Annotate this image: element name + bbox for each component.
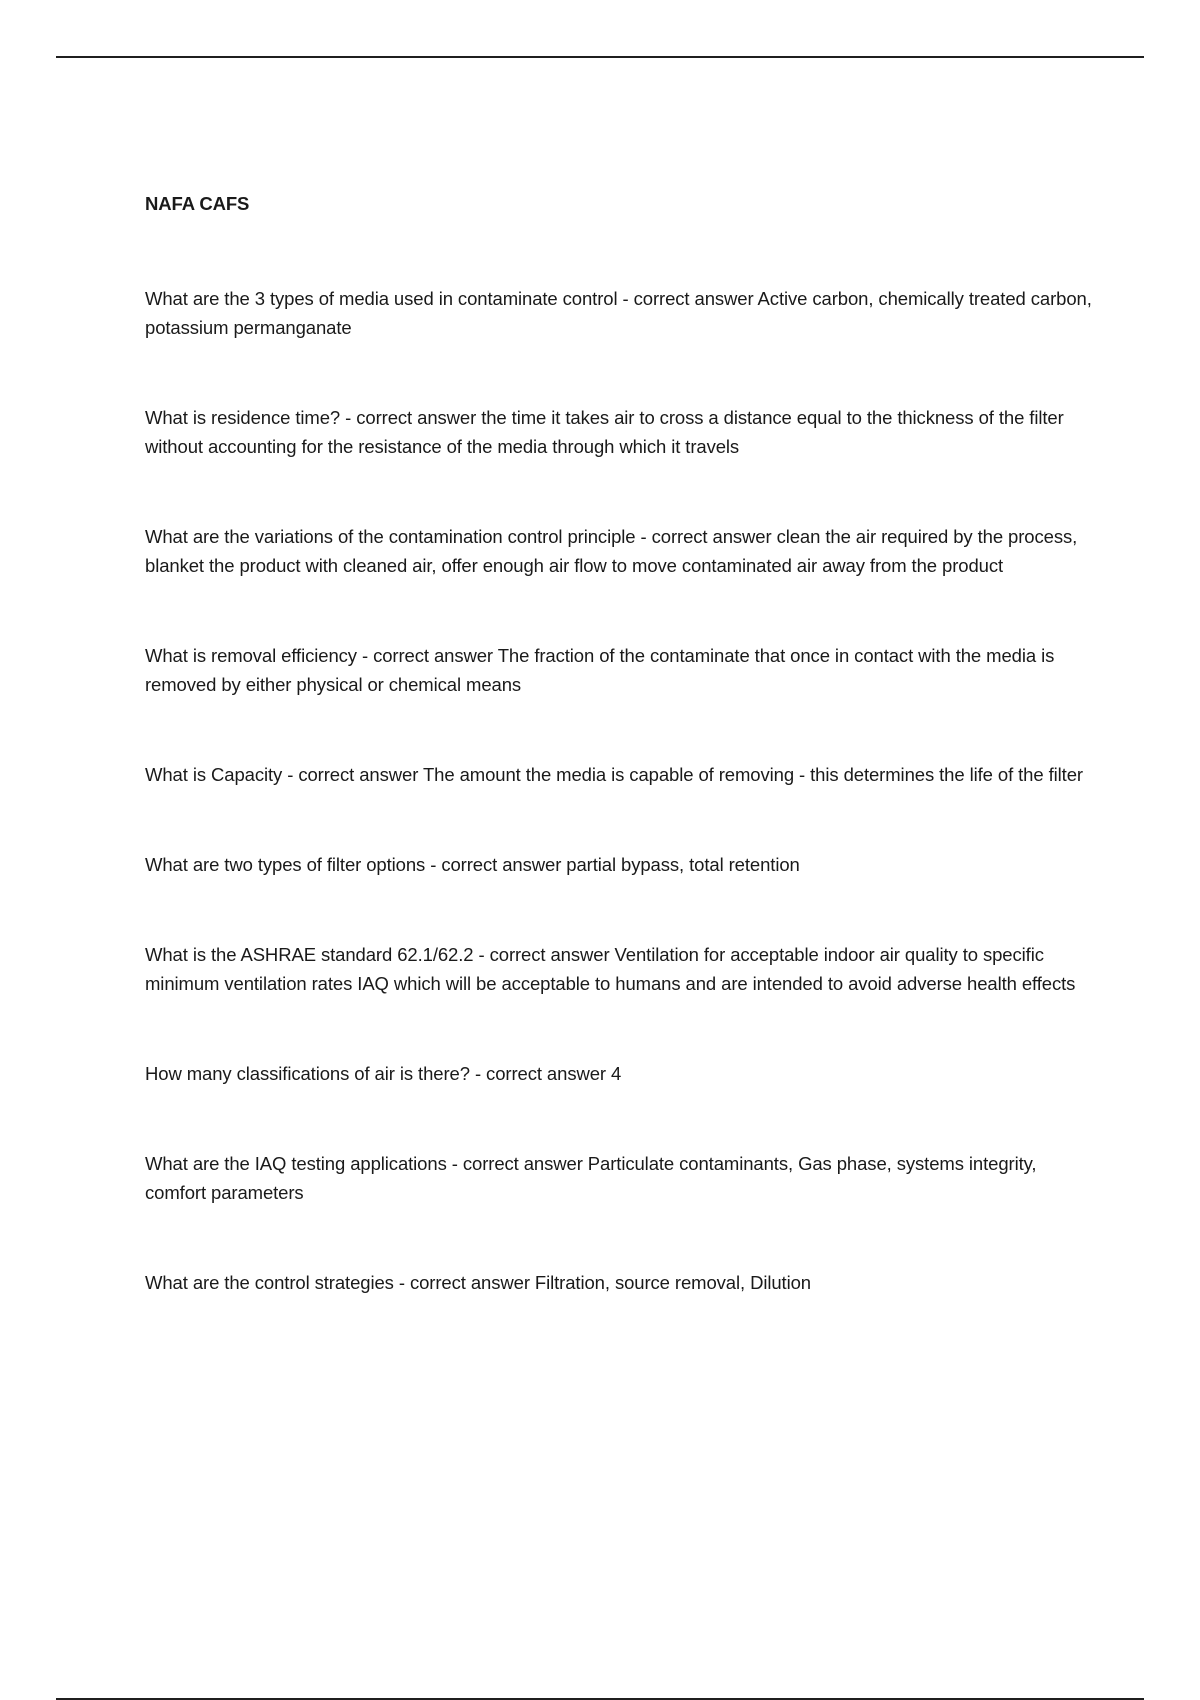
document-body — [145, 190, 1095, 1358]
qa-item: What is residence time? - correct answer the time it takes air to cross a distance equal to the thickness of the filter without accounting for the resistance of the media through which it travels — [145, 407, 1064, 457]
qa-item: What is removal efficiency - correct answer The fraction of the contaminate that once in contact with the media is removed by either physical or chemical means — [145, 645, 1055, 695]
qa-item: What are two types of filter options - correct answer partial bypass, total retention — [145, 854, 800, 875]
qa-item: What is the ASHRAE standard 62.1/62.2 - correct answer Ventilation for acceptable indoor air quality to specific minimum ventilation rates IAQ which will be acceptable to humans and are intended to avoid adverse health effects — [145, 944, 1076, 994]
qa-item: How many classifications of air is there? - correct answer 4 — [145, 1063, 622, 1084]
qa-item: What are the 3 types of media used in contaminate control - correct answer Active carbon, chemically treated carbon, potassium permanganate — [145, 288, 1092, 338]
qa-item: What are the control strategies - correct answer Filtration, source removal, Dilution — [145, 1272, 811, 1293]
header-rule — [56, 56, 1144, 58]
qa-item: What are the IAQ testing applications - correct answer Particulate contaminants, Gas phase, systems integrity, comfort parameters — [145, 1153, 1037, 1203]
qa-item: What is Capacity - correct answer The amount the media is capable of removing - this determines the life of the filter — [145, 764, 1083, 785]
document-title: NAFA CAFS — [145, 193, 250, 214]
qa-item: What are the variations of the contamination control principle - correct answer clean the air required by the process, blanket the product with cleaned air, offer enough air flow to move contaminated air away from the product — [145, 526, 1078, 576]
